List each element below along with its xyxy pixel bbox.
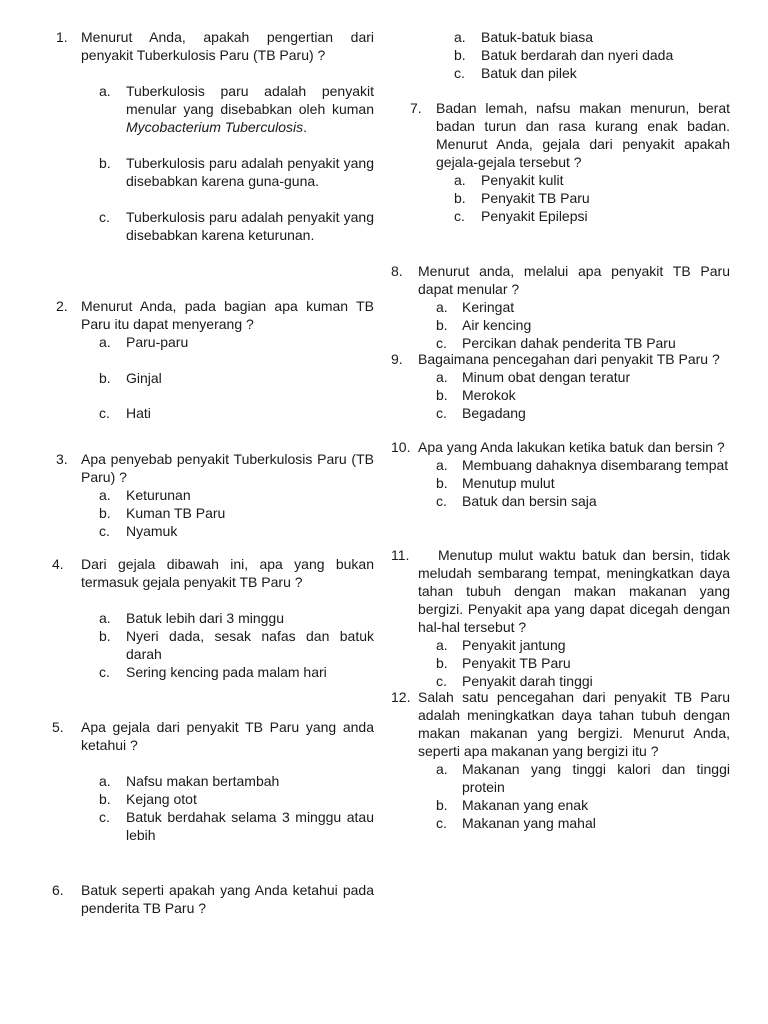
- option-letter: a.: [99, 83, 111, 99]
- option-letter: b.: [436, 475, 448, 491]
- option-c: [454, 64, 730, 82]
- option-a: [436, 636, 730, 654]
- question-number: 3.: [56, 451, 68, 467]
- option-letter: c.: [99, 405, 110, 421]
- option-letter: a.: [99, 610, 111, 626]
- question-text: Batuk seperti apakah yang Anda ketahui pada penderita TB Paru ?: [81, 882, 374, 916]
- option-text: Kuman TB Paru: [126, 505, 226, 521]
- option-text: Tuberkulosis paru adalah penyakit yang disebabkan karena guna-guna.: [126, 155, 374, 189]
- option-text: Penyakit TB Paru: [481, 190, 590, 206]
- option-b: [436, 386, 730, 404]
- option-letter: b.: [99, 155, 111, 171]
- option-c: [436, 492, 730, 510]
- option-b: [99, 369, 374, 387]
- option-c: [99, 522, 374, 540]
- option-a: [99, 82, 374, 136]
- option-a: [436, 456, 730, 474]
- option-c: [436, 404, 730, 422]
- question-10: [391, 438, 730, 510]
- option-letter: a.: [436, 457, 448, 473]
- option-text: Menutup mulut: [462, 475, 555, 491]
- option-b: [436, 796, 730, 814]
- option-letter: a.: [99, 487, 111, 503]
- option-text: Batuk berdarah dan nyeri dada: [481, 47, 674, 63]
- option-text: Penyakit Epilepsi: [481, 208, 588, 224]
- option-text: Nyeri dada, sesak nafas dan batuk darah: [126, 628, 374, 662]
- option-letter: c.: [436, 335, 447, 351]
- option-letter: b.: [436, 387, 448, 403]
- option-letter: a.: [436, 369, 448, 385]
- option-text-italic: Mycobacterium Tuberculosis: [126, 119, 304, 135]
- question-number: 1.: [56, 29, 68, 45]
- question-number: 10.: [391, 439, 411, 455]
- option-a: [99, 609, 374, 627]
- option-text: Percikan dahak penderita TB Paru: [462, 335, 676, 351]
- question-5: [52, 718, 374, 844]
- option-text: Nyamuk: [126, 523, 178, 539]
- option-text: Keturunan: [126, 487, 191, 503]
- question-number: 11.: [391, 547, 410, 563]
- option-a: [436, 368, 730, 386]
- option-c: [99, 404, 374, 422]
- option-letter: b.: [454, 190, 466, 206]
- option-letter: a.: [454, 29, 466, 45]
- option-text: Batuk lebih dari 3 minggu: [126, 610, 284, 626]
- option-letter: c.: [99, 809, 110, 825]
- question-number: 9.: [391, 351, 403, 367]
- question-6: [52, 881, 374, 917]
- option-letter: c.: [436, 405, 447, 421]
- option-letter: b.: [436, 655, 448, 671]
- option-a: [99, 772, 374, 790]
- option-text: Membuang dahaknya disembarang tempat: [462, 457, 729, 473]
- option-a: [454, 171, 730, 189]
- option-letter: b.: [436, 797, 448, 813]
- question-text: Bagaimana pencegahan dari penyakit TB Paru ?: [418, 351, 720, 367]
- option-text: Keringat: [462, 299, 515, 315]
- option-letter: a.: [99, 773, 111, 789]
- option-b: [454, 189, 730, 207]
- question-text: Badan lemah, nafsu makan menurun, berat badan turun dan rasa kurang enak badan. Menurut Anda, gejala dari penyakit apakah gejala-gejala tersebut ?: [436, 100, 730, 170]
- question-text: Menurut Anda, apakah pengertian dari penyakit Tuberkulosis Paru (TB Paru) ?: [81, 29, 374, 63]
- option-letter: b.: [454, 47, 466, 63]
- question-text: Apa yang Anda lakukan ketika batuk dan bersin ?: [418, 439, 725, 455]
- question-number: 6.: [52, 882, 64, 898]
- option-text: Penyakit TB Paru: [462, 655, 571, 671]
- option-text: Ginjal: [126, 370, 162, 386]
- question-11: [391, 546, 730, 690]
- option-letter: a.: [436, 299, 448, 315]
- option-c: [99, 663, 374, 681]
- question-number: 5.: [52, 719, 64, 735]
- option-a: [436, 298, 730, 316]
- option-text: Paru-paru: [126, 334, 189, 350]
- question-number: 7.: [410, 100, 422, 116]
- option-letter: b.: [99, 628, 111, 644]
- option-text: Kejang otot: [126, 791, 197, 807]
- option-text-end: .: [303, 119, 308, 135]
- option-text: Penyakit darah tinggi: [462, 673, 593, 689]
- question-9: [391, 350, 730, 422]
- question-text: Menutup mulut waktu batuk dan bersin, tidak meludah sembarang tempat, meningkatkan daya tahan tubuh dengan makan makanan yang bergizi. Penyakit apa yang dapat dicegah dengan hal-hal tersebut ?: [418, 547, 730, 635]
- option-c: [436, 814, 730, 832]
- option-c: [99, 208, 374, 244]
- option-b: [436, 316, 730, 334]
- option-letter: a.: [454, 172, 466, 188]
- option-text: Nafsu makan bertambah: [126, 773, 280, 789]
- option-b: [99, 627, 374, 663]
- option-b: [436, 654, 730, 672]
- option-text: Batuk berdahak selama 3 minggu atau lebih: [126, 809, 374, 843]
- question-text: Apa penyebab penyakit Tuberkulosis Paru (TB Paru) ?: [81, 451, 374, 485]
- option-text: Minum obat dengan teratur: [462, 369, 631, 385]
- option-letter: a.: [99, 334, 111, 350]
- question-number: 8.: [391, 263, 403, 279]
- option-b: [436, 474, 730, 492]
- option-b: [99, 504, 374, 522]
- option-text: [126, 82, 374, 136]
- option-text: Hati: [126, 405, 151, 421]
- question-number: 2.: [56, 298, 68, 314]
- question-8: [391, 262, 730, 352]
- option-a: [99, 333, 374, 351]
- question-text: Salah satu pencegahan dari penyakit TB Paru adalah meningkatkan daya tahan tubuh dengan makan makanan yang bergizi. Menurut Anda, seperti apa makanan yang bergizi itu ?: [418, 689, 730, 759]
- option-letter: c.: [454, 65, 465, 81]
- option-b: [454, 46, 730, 64]
- option-a: [436, 760, 730, 796]
- option-letter: c.: [454, 208, 465, 224]
- option-text: Tuberkulosis paru adalah penyakit yang disebabkan karena keturunan.: [126, 209, 374, 243]
- option-b: [99, 790, 374, 808]
- option-a: [454, 28, 730, 46]
- option-letter: a.: [436, 761, 448, 777]
- option-a: [99, 486, 374, 504]
- option-text: Begadang: [462, 405, 526, 421]
- option-letter: b.: [99, 370, 111, 386]
- option-letter: c.: [99, 664, 110, 680]
- option-c: [99, 808, 374, 844]
- question-1: [56, 28, 374, 244]
- option-text: Batuk dan pilek: [481, 65, 577, 81]
- option-text: Merokok: [462, 387, 516, 403]
- option-letter: b.: [99, 791, 111, 807]
- option-text: Makanan yang mahal: [462, 815, 596, 831]
- question-7: [410, 99, 730, 225]
- question-12: [391, 688, 730, 832]
- option-letter: c.: [436, 493, 447, 509]
- question-text: Apa gejala dari penyakit TB Paru yang anda ketahui ?: [81, 719, 374, 753]
- option-letter: c.: [436, 815, 447, 831]
- option-letter: c.: [99, 209, 110, 225]
- option-text: Makanan yang enak: [462, 797, 589, 813]
- question-text: Menurut Anda, pada bagian apa kuman TB Paru itu dapat menyerang ?: [81, 298, 374, 332]
- option-text: Penyakit kulit: [481, 172, 564, 188]
- option-letter: c.: [436, 673, 447, 689]
- question-text: Menurut anda, melalui apa penyakit TB Paru dapat menular ?: [418, 263, 730, 297]
- option-text-main: Tuberkulosis paru adalah penyakit menular yang disebabkan oleh kuman: [126, 83, 374, 117]
- question-3: [56, 450, 374, 540]
- option-text: Air kencing: [462, 317, 532, 333]
- question-6-options: [454, 28, 730, 82]
- option-text: Batuk dan bersin saja: [462, 493, 597, 509]
- option-letter: a.: [436, 637, 448, 653]
- option-letter: c.: [99, 523, 110, 539]
- question-4: [52, 555, 374, 681]
- question-text: Dari gejala dibawah ini, apa yang bukan termasuk gejala penyakit TB Paru ?: [81, 556, 374, 590]
- question-number: 12.: [391, 689, 411, 705]
- option-c: [454, 207, 730, 225]
- option-text: Sering kencing pada malam hari: [126, 664, 327, 680]
- option-text: Batuk-batuk biasa: [481, 29, 594, 45]
- option-text: Penyakit jantung: [462, 637, 566, 653]
- option-b: [99, 154, 374, 190]
- question-number: 4.: [52, 556, 64, 572]
- question-2: [56, 297, 374, 422]
- option-letter: b.: [99, 505, 111, 521]
- option-text: Makanan yang tinggi kalori dan tinggi protein: [462, 761, 730, 795]
- option-letter: b.: [436, 317, 448, 333]
